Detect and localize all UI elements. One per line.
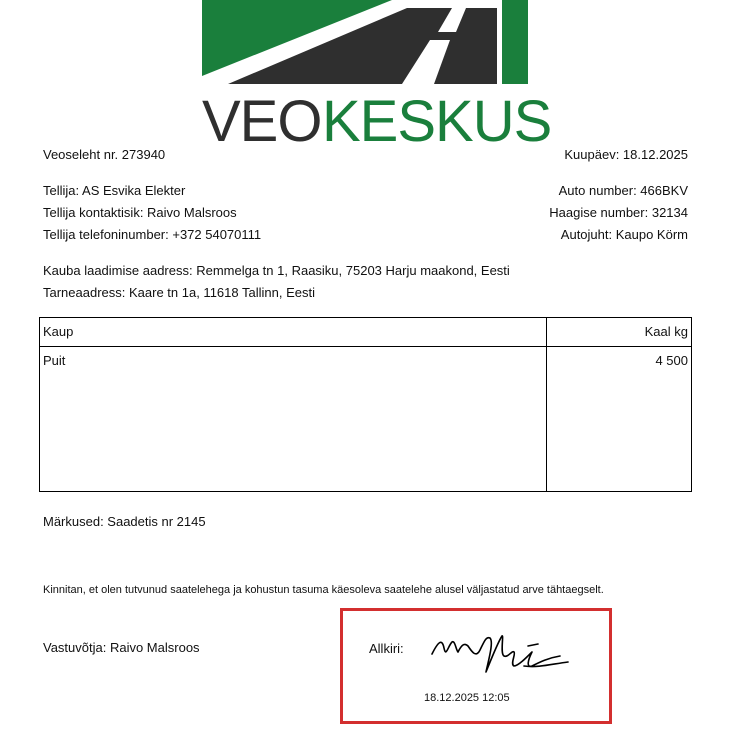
cell-item: Puit: [40, 347, 547, 492]
goods-table: [39, 317, 692, 492]
confirmation-text: Kinnitan, et olen tutvunud saatelehega ja kohustun tasuma käesoleva saatelehe alusel väljastatud arve tähtaegselt.: [43, 584, 604, 596]
receiver-name: Vastuvõtja: Raivo Malsroos: [43, 640, 200, 655]
client-name: Tellija: AS Esvika Elekter: [43, 183, 186, 198]
handwritten-signature-icon: [428, 628, 578, 678]
logo-text-keskus: KESKUS: [322, 89, 552, 154]
driver-name: Autojuht: Kaupo Körm: [560, 227, 688, 242]
column-header-weight: Kaal kg: [547, 318, 692, 347]
client-phone: Tellija telefoninumber: +372 54070111: [43, 227, 262, 242]
delivery-address: Tarneaadress: Kaare tn 1a, 11618 Tallinn, Eesti: [43, 285, 315, 300]
cell-weight: 4 500: [547, 347, 692, 492]
waybill-number: Veoseleht nr. 273940: [43, 147, 166, 162]
car-number: Auto number: 466BKV: [558, 183, 688, 198]
column-header-item: Kaup: [40, 318, 547, 347]
loading-address: Kauba laadimise aadress: Remmelga tn 1, Raasiku, 75203 Harju maakond, Eesti: [43, 263, 510, 278]
table-header-row: [40, 318, 692, 347]
document-date: Kuupäev: 18.12.2025: [564, 147, 688, 162]
signature-timestamp: 18.12.2025 12:05: [424, 692, 510, 704]
logo-text-veo: VEO: [202, 89, 322, 154]
remarks: Märkused: Saadetis nr 2145: [43, 514, 206, 529]
client-contact: Tellija kontaktisik: Raivo Malsroos: [43, 205, 237, 220]
trailer-number: Haagise number: 32134: [549, 205, 688, 220]
road-logo-icon: [202, 0, 528, 84]
signature-label: Allkiri:: [369, 641, 404, 656]
table-row: [40, 347, 692, 492]
